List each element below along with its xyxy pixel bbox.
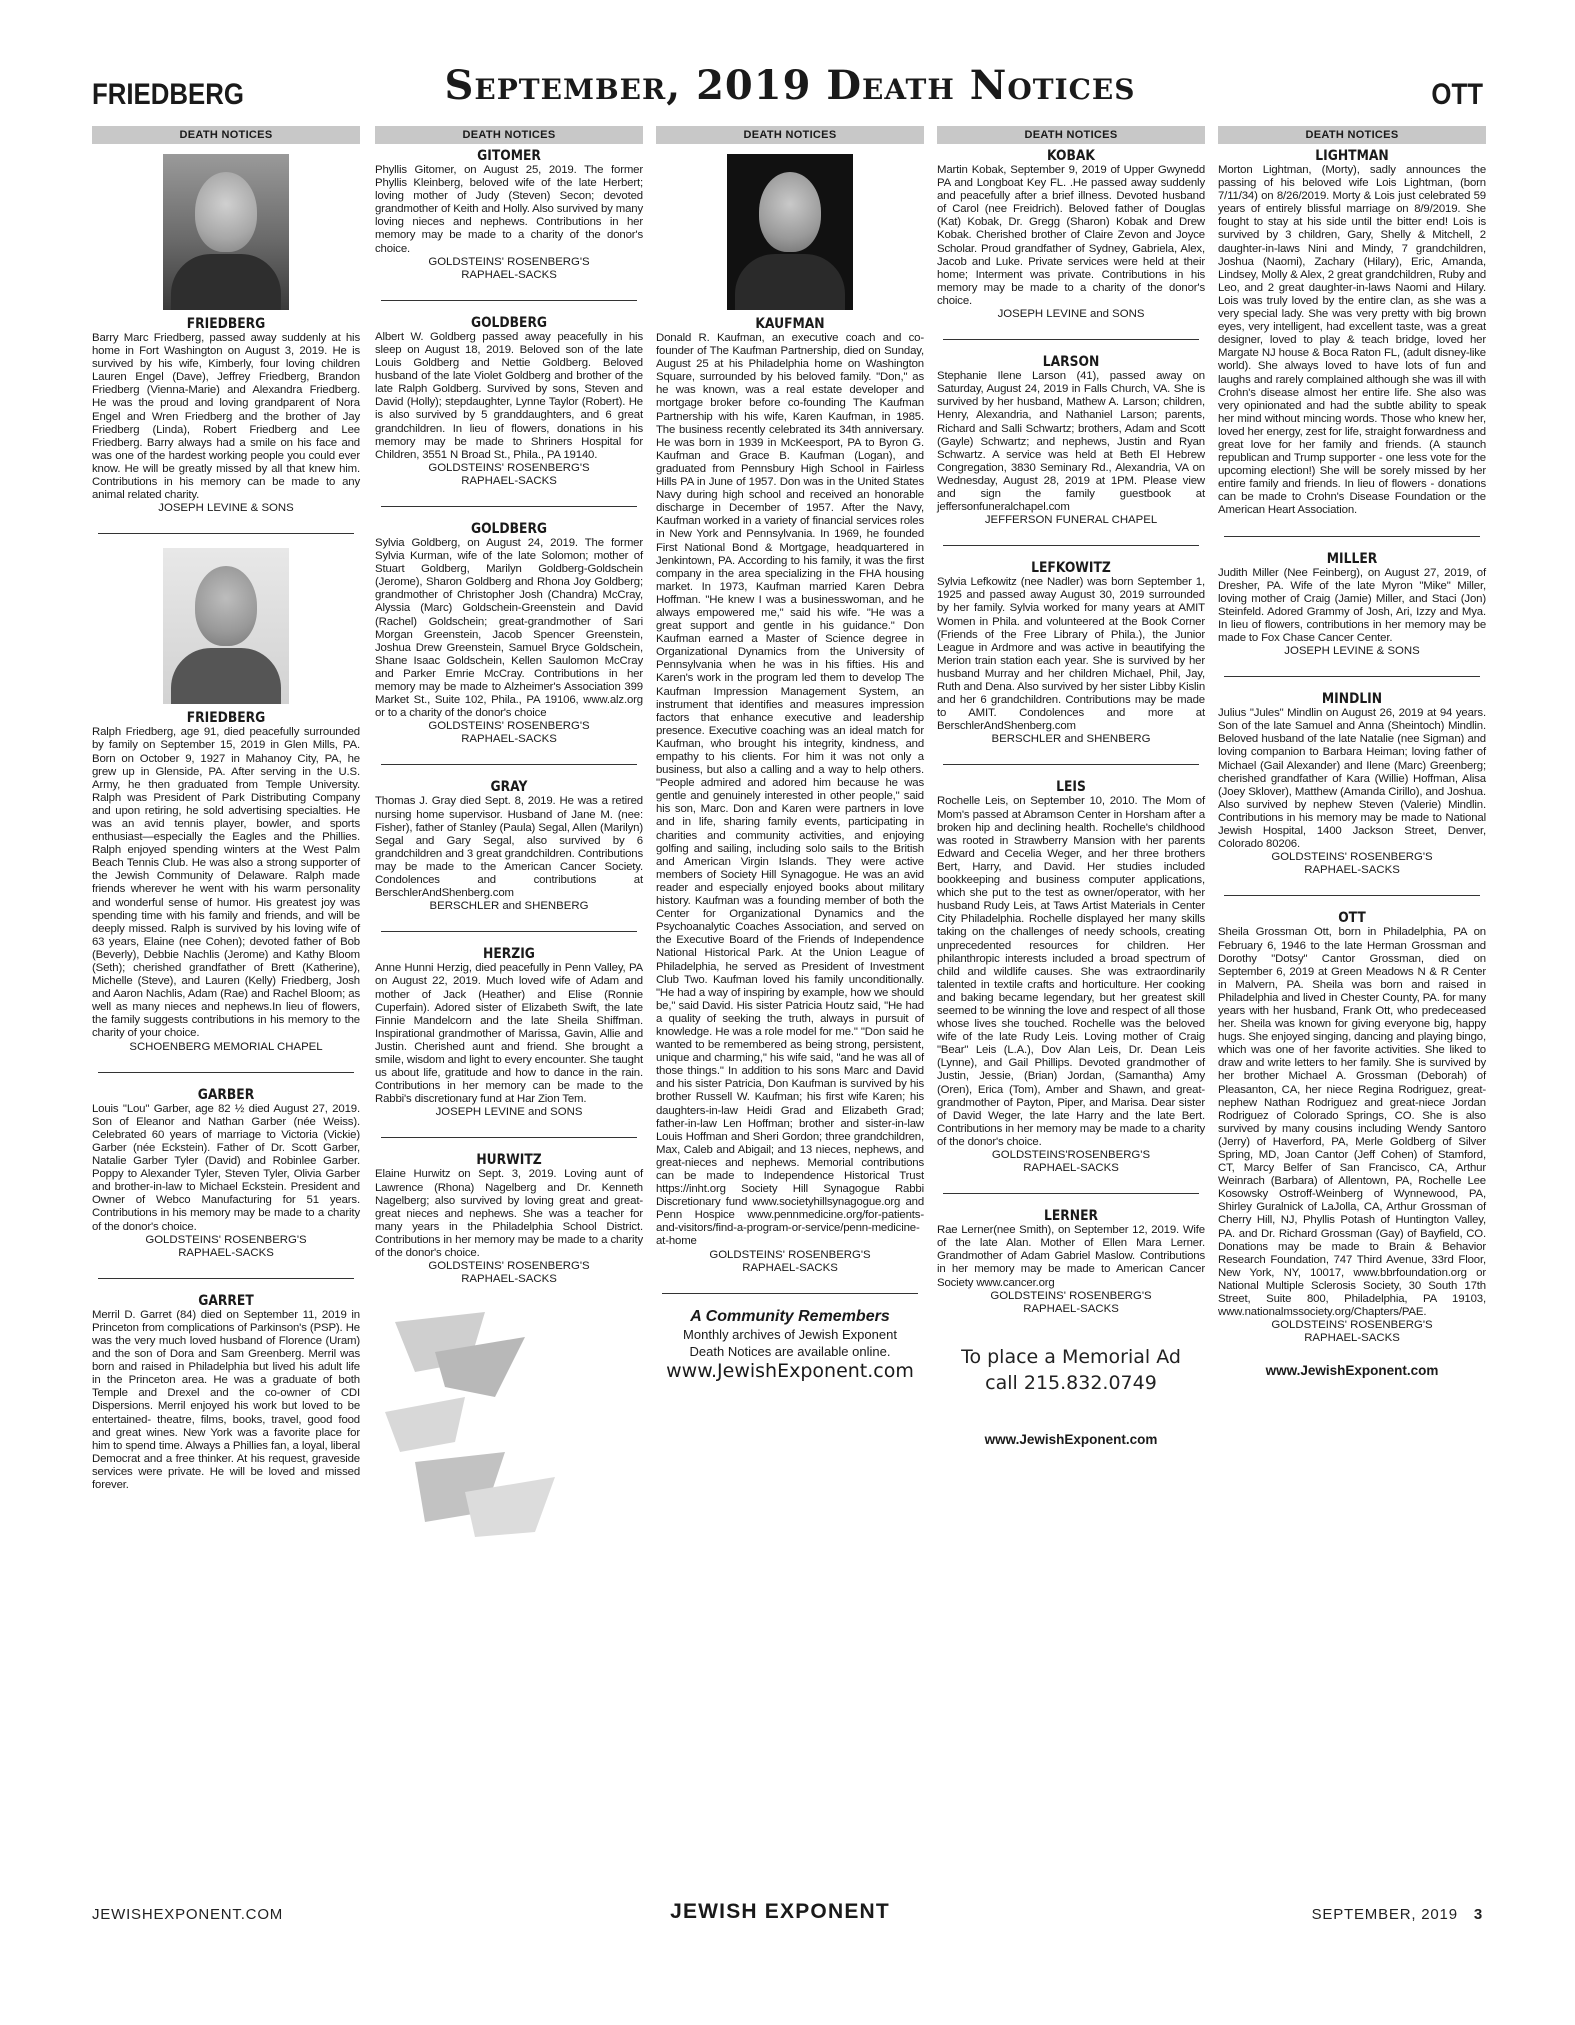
footer-publication: JEWISH EXPONENT <box>670 1900 890 1923</box>
funeral-home: RAPHAEL-SACKS <box>1023 1162 1119 1175</box>
divider <box>1224 536 1480 537</box>
notice-text: Phyllis Gitomer, on August 25, 2019. The former Phyllis Kleinberg, beloved wife of the late Herbert; loving mother of Judy (Steven) Secon; devoted grandmother of Keith and Holly. Also survived by many loving nieces and nephews. Contributions in her memory may be made to a charity of the donor's choice. <box>375 164 643 255</box>
divider <box>662 1293 918 1294</box>
notice-text: Sylvia Goldberg, on August 24, 2019. The former Sylvia Kurman, wife of the late Solomon; mother of Stuart Goldberg, Marilyn Goldberg-Goldschein (Jerome), Sharon Goldberg and Rhona Joy Goldberg; grandmother of Christopher Josh (Chandra) McCray, Alyssia (Marc) Goldschein-Greenstein and David (Rachel) Goldschein; great-grandmother of Sari Morgan Greenstein, Jacob Spencer Greenstein, Joshua Drew Greenstein, Samuel Bryce Goldschein, Shane Isaac Goldschein, Kellen Saulomon McCray and Parker Emrie McCray. Contributions in her memory may be made to Alzheimer's Association 399 Market St., Suite 102, Phila., PA 19106, www.alz.org or to a charity of the donor's choice <box>375 536 643 720</box>
funeral-home: RAPHAEL-SACKS <box>742 1261 838 1274</box>
footer-website[interactable]: JEWISHEXPONENT.COM <box>92 1906 284 1923</box>
section-label: DEATH NOTICES <box>1218 126 1486 144</box>
notice-text: Anne Hunni Herzig, died peacefully in Penn Valley, PA on August 22, 2019. Much loved wife of Adam and mother of Jack (Heather) and Elise (Ronnie Cuperfain). Adored sister of Elizabeth Swift, the late Finnie Mandelcorn and the late Sheila Shiffman. Inspirational grandmother of Marissa, Gavin, Allie and Justin. Cherished aunt and friend. She brought a smile, wisdom and light to every encounter. She taught us about life, gratitude and how to dance in the rain. Contributions in her memory can be made to the Rabbi's discretionary fund at Har Zion Tem. <box>375 962 643 1106</box>
notice-text: Sylvia Lefkowitz (nee Nadler) was born September 1, 1925 and passed away August 30, 2019 surrounded by her family. Sylvia worked for many years at AMIT Women in Phila. and volunteered at the Book Corner (Friends of the Free Library of Phila.), the Junior League in Ardmore and was active in beautifying the Merion train station each year. She is survived by her husband Murray and her children Michael, Phil, Jay, Ruth and Dena. Also survived by her sister Libby Kislin and her 6 grandchildren. Contributions may be made to AMIT. Condolences and more at BerschlerAndShenberg.com <box>937 576 1205 733</box>
notice-name: GOLDBERG <box>470 314 548 331</box>
funeral-home: SCHOENBERG MEMORIAL CHAPEL <box>129 1040 323 1053</box>
funeral-home: JOSEPH LEVINE and SONS <box>997 308 1145 321</box>
notice-name: OTT <box>1338 910 1366 927</box>
notice-name: LEIS <box>1056 779 1086 796</box>
portrait-photo <box>163 154 289 310</box>
notice-text: Rochelle Leis, on September 10, 2010. The Mom of Mom's passed at Abramson Center in Horsham after a broken hip and declining health. Rochelle's childhood was rooted in Strawberry Mansion with her parents Edward and Cecelia Weger, and her three brothers Bert, Harry, and David. Her studies included bookkeeping and business computer applications, which she put to the test as owner/operator, with her husband Rudy Leis, at Taws Artist Materials in Center City Philadelphia. Rochelle displayed her many skills taking on the challenges of needy schools, creating unprecedented resources for children. Her philanthropic interests included a broad spectrum of child and wildlife causes. She was extraordinarily talented in textile crafts and horticulture. Her cooking and baking became legendary, but her greatest skill seemed to be winning the love and respect of all those whose lives she touched. Rochelle was the beloved wife of the late Rudy Leis. Loving mother of Craig "Bear" Leis (L.A.), Dov Alan Leis, Dr. Dean Leis (Lynne), and Gail Phillips. Devoted grandmother of Justin, Jessie, (Brian) Jordan, (Samantha) Amy (Oren), Erica (Tom), Amber and Shawn, and great-grandmother of Payton, Piper, and Marisa. Dear sister of David Weger, the late Harry and the late Bert. Contributions in her memory may be made to a charity of the donor's choice. <box>937 795 1205 1148</box>
funeral-home: GOLDSTEINS' ROSENBERG'S <box>709 1248 871 1261</box>
column-5 <box>1218 126 1486 1378</box>
divider <box>381 1137 637 1138</box>
section-label: DEATH NOTICES <box>937 126 1205 144</box>
divider <box>381 300 637 301</box>
funeral-home: RAPHAEL-SACKS <box>1023 1302 1119 1315</box>
page-title: September, 2019 Death Notices <box>444 62 1136 109</box>
divider <box>943 545 1199 546</box>
memorial-ad-line: To place a Memorial Ad <box>961 1345 1181 1368</box>
star-of-david-graphic <box>375 1302 643 1542</box>
column-2 <box>375 126 643 1542</box>
divider <box>381 506 637 507</box>
notice-name: MILLER <box>1326 550 1378 567</box>
funeral-home: JOSEPH LEVINE & SONS <box>1284 645 1420 658</box>
notice-text: Donald R. Kaufman, an executive coach and co-founder of The Kaufman Partnership, died on Sunday, August 25 at his Philadelphia home on Washington Square, surrounded by his beloved family. "Don," as he was known, was a real estate developer and mortgage broker before co-founding The Kaufman Partnership with his wife, Karen Kaufman, in 1985. The business recently celebrated its 34th anniversary. He was born in 1939 in McKeesport, PA to Byron G. Kaufman and Grace B. Kaufman (Logan), and graduated from Pennsbury High School in Fairless Hills PA in June of 1957. Don was in the United States Navy during high school and received an honorable discharge in December of 1957. After the Navy, Kaufman worked in a variety of financial services roles in New York and Pennsylvania. In 1969, he founded First National Bond & Mortgage, headquartered in Jenkintown, PA. According to his family, it was the first company in the area specializing in the FHA housing market. In 1973, Kaufman married Karen Debra Hoffman. "He knew I was a businesswoman, and he always empowered me," said his wife. "He was a great support and gentle in his guidance." Don Kaufman earned a Master of Science degree in Organizational Dynamics from the University of Pennsylvania when he was in his fifties. His and Karen's work in the program led them to develop The Kaufman Impression Management System, an instrument that identifies and measures impression factors that enhance executive and leadership presence. Executive coaching was an ideal match for Kaufman, who brought his integrity, kindness, and empathy to his clients. For him it was not only a business, but also a calling and a way to help others. "People admired and adored him because he was gentle and genuinely interested in other people," said his son, Marc. Don and Karen were partners in love and in life, sharing family events, participating in charities and community activities, and enjoying golfing and sailing, including solo sails to the British and American Virgin Islands. They were active members of Society Hill Synagogue. He was an avid reader and especially enjoyed books about military history. Kaufman was a founding member of both the Center for Organizational Dynamics and the Psychoanalytic Coaches Association, and served on the Executive Board of the Friends of Independence National Historical Park. At the Union League of Philadelphia, he served as President of Investment Club Two. Kaufman loved his family unconditionally. "He had a way of inspiring by example, how we should be," said David. His sister Patricia Houtz said, "He had a quality of seeking the truth, always in pursuit of knowledge. He was a role model for me." "Don said he wanted to be remembered as being strong, persistent, unique and charming," his wife said, "and he was all of those things." In addition to his sons Marc and David and his sister Patricia, Don Kaufman is survived by his brother Russell W. Kaufman; his first wife Karen; his daughters-in-law Heidi Grad and Elizabeth Grad; father-in-law Len Hoffman; brother and sister-in-law Louis Hoffman and Sheri Gordon; three grandchildren, Max, Caleb and Abigail; and 13 nieces, nephews, and great-nieces and nephews. Memorial contributions can be made to Independence Historical Trust https://inht.org Society Hill Synagogue Rabbi Discretionary fund www.societyhillsynagogue.org and Penn Hospice www.pennmedicine.org/for-patients-and-visitors/find-a-program-or-service/penn-medicine-at-home <box>656 332 924 1248</box>
notice-name: MINDLIN <box>1321 691 1383 708</box>
divider <box>1224 895 1480 896</box>
ad-line: Monthly archives of Jewish Exponent <box>683 1326 897 1342</box>
divider <box>98 1278 354 1279</box>
divider <box>98 1072 354 1073</box>
funeral-home: RAPHAEL-SACKS <box>178 1246 274 1259</box>
funeral-home: JOSEPH LEVINE and SONS <box>435 1106 583 1119</box>
notice-name: KAUFMAN <box>755 316 825 332</box>
notice-text: Julius "Jules" Mindlin on August 26, 2019 at 94 years. Son of the late Samuel and Anna (Sheintoch) Mindlin. Beloved husband of the late Natalie (nee Sigman) and loving companion to Barbara Heiman; loving father of Michael (Gail Alexander) and Ilene (Marc) Greenberg; cherished grandfather of Kara (Willie) Hoffman, Alisa (Joey Sklover), Matthew (Amanda Cirillo), and Joshua. Also survived by nephew Steven (Valerie) Mindlin. Contributions in his memory may be made to National Jewish Hospital, 1400 Jackson Street, Denver, Colorado 80206. <box>1218 707 1486 851</box>
funeral-home: BERSCHLER and SHENBERG <box>991 733 1151 746</box>
funeral-home: RAPHAEL-SACKS <box>461 1273 557 1286</box>
notice-name: GARRET <box>198 1292 254 1309</box>
funeral-home: GOLDSTEINS' ROSENBERG'S <box>428 461 590 474</box>
divider <box>943 339 1199 340</box>
funeral-home: GOLDSTEINS' ROSENBERG'S <box>1271 851 1433 864</box>
funeral-home: RAPHAEL-SACKS <box>1304 864 1400 877</box>
footer-date: SEPTEMBER, 2019 <box>1311 1906 1458 1923</box>
notice-name: FRIEDBERG <box>186 710 266 727</box>
notice-text: Judith Miller (Nee Feinberg), on August 27, 2019, of Dresher, PA. Wife of the late Myron "Mike" Miller, loving mother of Craig (Jamie) Miller, and Staci (Jon) Steinfeld. Adored Grammy of Josh, Ari, Izzy and Mya. In lieu of flowers, contributions in her memory may be made to Fox Chase Cancer Center. <box>1218 566 1486 644</box>
notice-text: Merril D. Garret (84) died on September 11, 2019 in Princeton from complications of Parkinson's (PSP). He was the very much loved husband of Florence (Uram) and the son of Dora and Sam Greenberg. Merril was born and raised in Philadelphia but lived his adult life in the Princeton area. He was a graduate of both Temple and Drexel and the co-owner of CDI Dispersions. Merril enjoyed his work but loved to be entertained- theatre, films, books, travel, good food and great wines. New York was a favorite place for him to spend time. Always a Phillies fan, a loyal, liberal Democrat and a free thinker. At his request, graveside services were private. He will be loved and missed forever. <box>92 1308 360 1491</box>
memorial-ad <box>937 1344 1205 1396</box>
notice-name: FRIEDBERG <box>186 316 266 332</box>
website-link[interactable]: www.JewishExponent.com <box>984 1431 1158 1447</box>
memorial-ad-phone: call 215.832.0749 <box>985 1371 1157 1394</box>
funeral-home: GOLDSTEINS'ROSENBERG'S <box>991 1149 1151 1161</box>
divider <box>943 1193 1199 1194</box>
ad-url-link[interactable]: www.JewishExponent.com <box>666 1359 914 1382</box>
notice-text: Morton Lightman, (Morty), sadly announces the passing of his beloved wife Lois Lightman, (born 7/11/34) on 8/26/2019. Morty & Lois just celebrated 59 years of entirely blissful marriage on 8/9/2019. She fought to stay at his side until the bitter end! Lois is survived by 3 children, Gary, Shelly & Mitchell, 2 daughter-in-laws Nini and Mindy, 7 grandchildren, Joshua (Naomi), Zachary (Hilary), Eric, Amanda, Lindsey, Molly & Alex, 2 great grandchildren, Ruby and Leo, and 2 great daughter-in-laws Naomi and Hilary. Lois was truly loved by the entire clan, as she was a very special lady. She was very pretty with big brown eyes, very intelligent, had excellent taste, was a great designer, loved to play & teach bridge, loved her Margate NJ house & Boca Raton FL, (adult disney-like world). She always loved to have lots of fun and laughs and rarely complained although she was ill with Crohn's disease almost her entire life. She also was very opinionated and had the subtle ability to speak her mind without mincing words. Those who knew her, loved her energy, zest for life, straight forwardness and great love for her family and friends. (A staunch republican and Trump supporter - one less vote for the upcoming election!) She will be sorely missed by her entire family and friends. In lieu of flowers - donations can be made to Crohn's Disease Foundation or the American Heart Association. <box>1218 164 1486 517</box>
funeral-home: JEFFERSON FUNERAL CHAPEL <box>984 514 1158 527</box>
notice-text: Stephanie Ilene Larson (41), passed away on Saturday, August 24, 2019 in Falls Church, VA. She is survived by her husband, Mathew A. Larson; children, Henry, Alexandria, and Nathaniel Larson; parents, Richard and Salli Schwartz; brothers, Adam and Scott (Gayle) Schwartz; and nephews, Justin and Ryan Schwartz. A service was held at Beth El Hebrew Congregation, 3830 Seminary Rd., Alexandria, VA on Wednesday, August 28, 2019 at 1PM. Please view and sign the family guestbook at jeffersonfuneralchapel.com <box>937 370 1205 514</box>
section-label: DEATH NOTICES <box>656 126 924 144</box>
notice-text: Elaine Hurwitz on Sept. 3, 2019. Loving aunt of Lawrence (Rhona) Nagelberg and Dr. Kenneth Nagelberg; also survived by loving great and great-great nieces and nephews. She was a teacher for many years in the Philadelphia School District. Contributions in her memory may be made to a charity of the donor's choice. <box>375 1168 643 1259</box>
divider <box>381 764 637 765</box>
notice-text: Ralph Friedberg, age 91, died peacefully surrounded by family on September 15, 2019 in Glen Mills, PA. Born on October 9, 1927 in Mahanoy City, PA, he grew up in Glenside, PA. After serving in the U.S. Army, he then graduated from Temple University. Ralph was President of Park Distributing Company and upon retiring, he sold advertising specialties. He was an avid tennis player, bowler, and sports enthusiast—especially the Eagles and the Phillies. Ralph enjoyed spending winters at the West Palm Beach Tennis Club. He was also a strong supporter of the Jewish Community of Delaware. Ralph made friends wherever he went with his warm personality and wonderful sense of humor. His greatest joy was spending time with his family and friends, and will be deeply missed. Ralph is survived by his loving wife of 63 years, Elaine (nee Cohen); devoted father of Bob (Beverly), Debbie Nachlis (Jerome) and Kathy Bloom (Seth); cherished grandfather of Brett (Katherine), Michelle (Steve), and Lauren (Kelly) Friedberg, Josh and Aaron Nachlis, Adam (Rae) and Rachel Bloom; as well as many nieces and nephews.In lieu of flowers, the family suggests contributions in his memory to the charity of your choice. <box>92 726 360 1040</box>
footer-date-page <box>1312 1906 1483 1923</box>
funeral-home: GOLDSTEINS' ROSENBERG'S <box>145 1233 307 1246</box>
website-link[interactable]: www.JewishExponent.com <box>1265 1363 1439 1379</box>
notice-text: Albert W. Goldberg passed away peacefully in his sleep on August 18, 2019. Beloved son of the late Louis Goldberg and Nettie Goldberg. Beloved husband of the late Violet Goldberg and brother of the late Ralph Goldberg. Survived by sons, Steven and David (Holly); stepdaughter, Lynne Taylor (Robert). He is also survived by 5 granddaughters, and 6 great grandchildren. In lieu of flowers, donations in his memory may be made to Shriners Hospital for Children, 3551 N Broad St., Phila., PA 19140. <box>375 330 643 461</box>
notice-text: Barry Marc Friedberg, passed away suddenly at his home in Fort Washington on August 3, 2019. He is survived by his wife, Kimberly, four loving children Lauren Engel (Dave), Jeffrey Friedberg, Brandon Friedberg (Vienna-Marie) and Alexandra Friedberg. He was the proud and loving grandparent of Nora Engel and Wren Friedberg and the brother of Jay Friedberg (Linda), Robert Friedberg and Lee Friedberg. Barry always had a smile on his face and was one of the hardest working people you could ever know. He will be greatly missed by all that knew him. Contributions in his memory can be made to any animal related charity. <box>92 332 360 502</box>
divider <box>98 533 354 534</box>
funeral-home: GOLDSTEINS' ROSENBERG'S <box>990 1289 1152 1302</box>
ad-line: Death Notices are available online. <box>689 1343 891 1359</box>
header-left-name: FRIEDBERG <box>92 78 244 111</box>
section-label: DEATH NOTICES <box>375 126 643 144</box>
notice-name: GITOMER <box>477 148 541 164</box>
notice-name: GARBER <box>197 1086 255 1103</box>
notice-name: HURWITZ <box>476 1152 542 1169</box>
notice-name: KOBAK <box>1047 148 1095 164</box>
divider <box>381 931 637 932</box>
page-number: 3 <box>1473 1906 1483 1923</box>
funeral-home: GOLDSTEINS' ROSENBERG'S <box>428 255 590 268</box>
notice-text: Martin Kobak, September 9, 2019 of Upper Gwynedd PA and Longboat Key FL. .He passed away suddenly and peacefully after a brief illness. Devoted husband of Carol (nee Freidrich). Beloved father of Douglas (Kat) Kobak, Dr. Gregg (Sharon) Kobak and Drew Kobak. Cherished brother of Claire Zevon and Joyce Scholar. Proud grandfather of Sydney, Gabriela, Alex, Jacob and Luke. Private services were held at their home; Interment was private. Contributions in his memory may be made to a charity of the donor's choice. <box>937 164 1205 307</box>
notice-name: GOLDBERG <box>470 520 548 537</box>
ad-title: A Community Remembers <box>690 1307 890 1325</box>
notice-text: Sheila Grossman Ott, born in Philadelphia, PA on February 6, 1946 to the late Herman Grossman and Dorothy "Dotsy" Cantor Grossman, died on September 6, 2019 at Green Meadows N & R Center in Malvern, PA. Sheila was born and raised in Philadelphia and lived in Chester County, PA. for many years with her husband, Frank Ott, who predeceased her. Sheila was known for giving everyone big, happy hugs. She enjoyed singing, dancing and playing bingo, which was one of her favorite activities. She liked to draw and write letters to her family. She is survived by her brother Michael A. Grossman (Deborah) of Pleasanton, CA, her niece Regina Rodriguez, great-nephew Nathan Rodriguez and great-niece Jordan Rodriguez of Colorado Springs, CO. She is also survived by many cousins including Wendy Santoro (Jerry) of Haverford, PA, Merle Goldberg of Silver Spring, MD, Joan Cantor (Jeff Cohen) of Stamford, CT, Marcy Belfer of San Francisco, CA, Arthur Weinrach (Barbara) of Allentown, PA, Rochelle Lee Kosowsky Ostroff-Weinberg of Wynnewood, PA, Shirley Guralnick of LaJolla, CA, Arthur Grossman of Cherry Hill, NJ, Phyllis Potash of Huntington Valley, PA. and Dr. Richard Grossman (Gay) of Bayfield, CO. Donations may be made to Brain & Behavior Research Foundation, 747 Third Avenue, 33rd Floor, New York, NY, 10017, www.bbrfoundation.org or National Multiple Sclerosis Society, 30 South 17th Street, Suite 800, Philadelphia, PA 19103, www.nationalmssociety.org/Chapters/PAE. <box>1218 926 1486 1319</box>
notice-name: LERNER <box>1043 1208 1098 1225</box>
notice-text: Louis "Lou" Garber, age 82 ½ died August 27, 2019. Son of Eleanor and Nathan Garber (née Weiss). Celebrated 60 years of marriage to Victoria (Vickie) Garber (née Eckstein). Father of Dr. Scott Garber, Natalie Garber Tyler (David) and Robinlee Garber. Poppy to Alexander Tyler, Steven Tyler, Olivia Garber and brother-in-law to Michael Eckstein. President and Owner of Webco Manufacturing for 51 years. Contributions in his memory may be made to a charity of the donor's choice. <box>92 1102 360 1233</box>
header-right-name: OTT <box>1431 78 1483 111</box>
portrait-photo <box>163 548 289 704</box>
notice-name: LIGHTMAN <box>1315 148 1389 164</box>
funeral-home: GOLDSTEINS' ROSENBERG'S <box>1271 1319 1433 1332</box>
divider <box>943 764 1199 765</box>
funeral-home: GOLDSTEINS' ROSENBERG'S <box>428 720 590 733</box>
notice-name: HERZIG <box>483 946 535 963</box>
funeral-home: RAPHAEL-SACKS <box>461 474 557 487</box>
funeral-home: BERSCHLER and SHENBERG <box>429 900 589 913</box>
divider <box>1224 676 1480 677</box>
section-label: DEATH NOTICES <box>92 126 360 144</box>
column-1 <box>92 126 360 1492</box>
notice-text: Thomas J. Gray died Sept. 8, 2019. He was a retired nursing home supervisor. Husband of Jane M. (nee: Fisher), father of Stanley (Paula) Segal, Allen (Marilyn) Segal and Gary Segal, also survived by 6 grandchildren and 3 great grandchildren. Contributions may be made to the American Cancer Society. Condolences and contributions at BerschlerAndShenberg.com <box>375 795 643 900</box>
funeral-home: RAPHAEL-SACKS <box>1304 1332 1400 1345</box>
column-3 <box>656 126 924 1382</box>
column-4 <box>937 126 1205 1447</box>
notice-name: GRAY <box>490 779 528 796</box>
community-remembers-ad <box>656 1308 924 1382</box>
notice-name: LEFKOWITZ <box>1031 560 1111 577</box>
portrait-photo <box>727 154 853 310</box>
funeral-home: RAPHAEL-SACKS <box>461 733 557 746</box>
funeral-home: GOLDSTEINS' ROSENBERG'S <box>428 1260 590 1273</box>
notice-text: Rae Lerner(nee Smith), on September 12, 2019. Wife of the late Alan. Mother of Ellen Mara Lerner. Grandmother of Adam Gabriel Maslow. Contributions in her memory may be made to American Cancer Society www.cancer.org <box>937 1224 1205 1289</box>
notice-name: LARSON <box>1042 354 1100 371</box>
funeral-home: RAPHAEL-SACKS <box>461 268 557 281</box>
funeral-home: JOSEPH LEVINE & SONS <box>158 502 294 515</box>
